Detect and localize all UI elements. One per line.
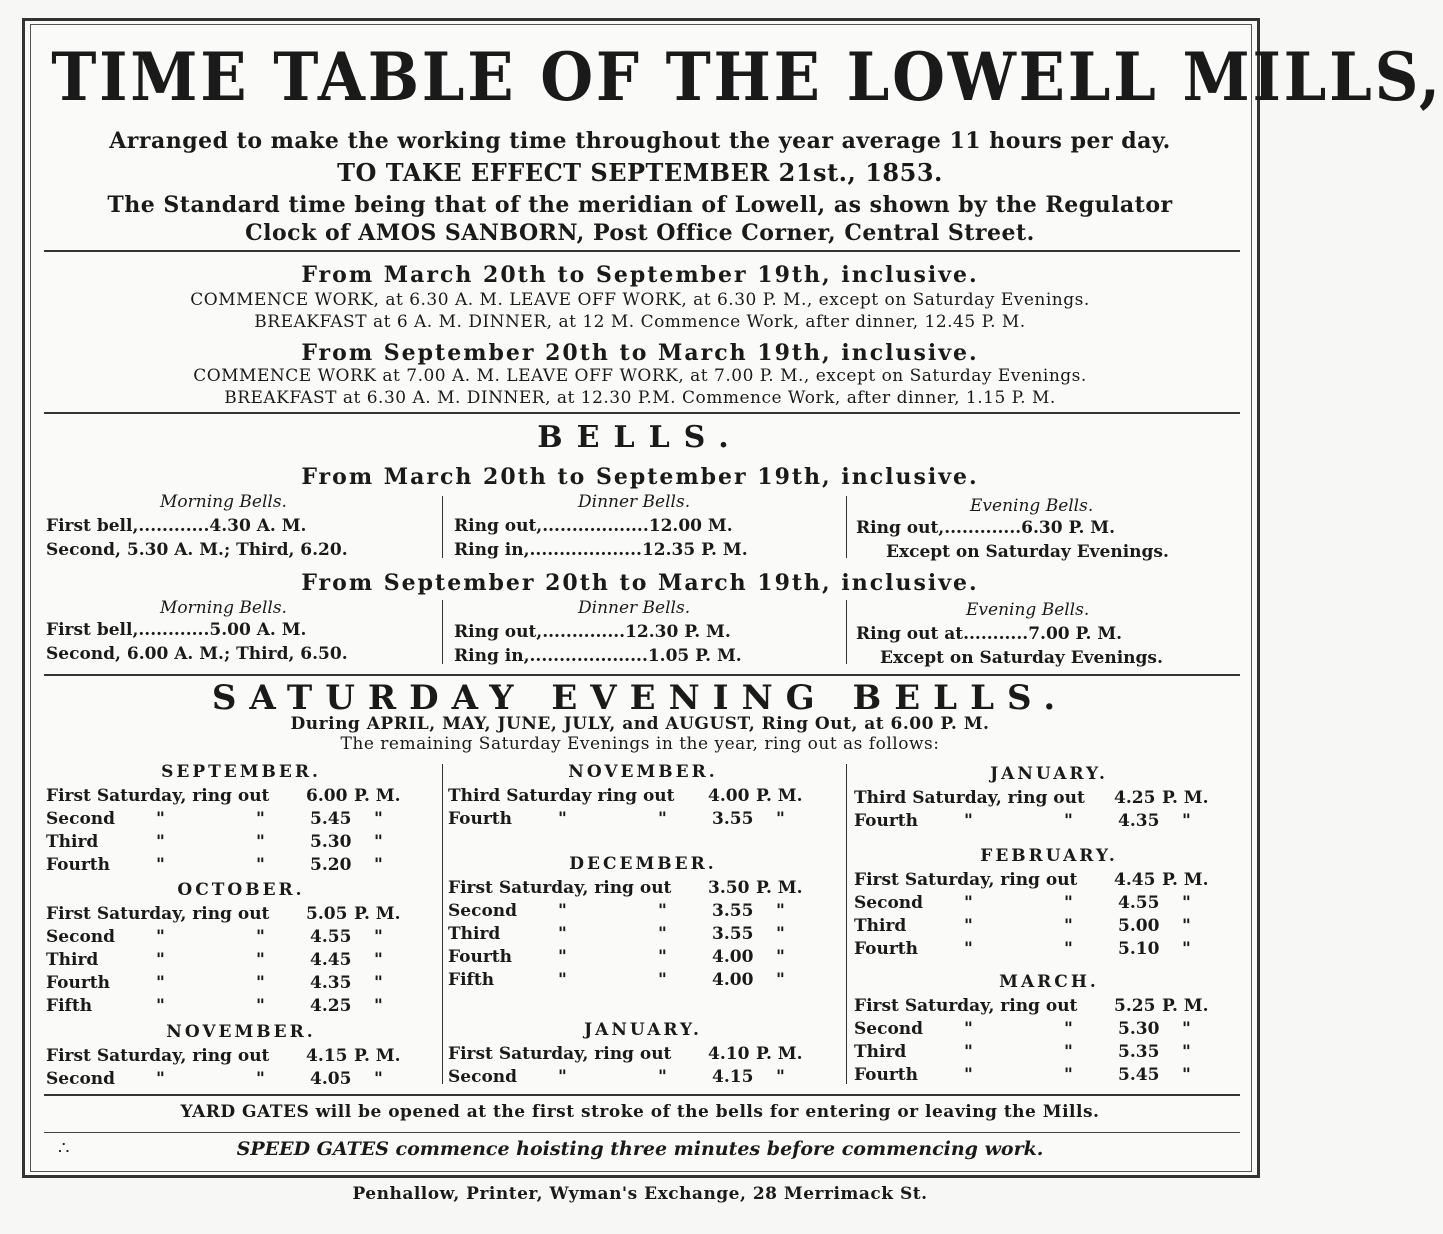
saturday-row-label: Third — [854, 916, 907, 936]
saturday-row-time: 4.10 — [708, 1044, 750, 1064]
saturday-row-label: Second — [46, 809, 116, 829]
winter-evening-head: Evening Bells. — [966, 600, 1090, 620]
saturday-row-unit: " — [1182, 939, 1191, 959]
winter-evening-2: Except on Saturday Evenings. — [880, 648, 1163, 668]
saturday-row-time: 3.50 — [708, 878, 750, 898]
work-winter-line1: COMMENCE WORK at 7.00 A. M. LEAVE OFF WORK, at 7.00 P. M., except on Saturday Evenings. — [193, 366, 1087, 386]
ditto-mark: " — [1064, 1019, 1073, 1039]
winter-evening-1: Ring out at...........7.00 P. M. — [856, 624, 1123, 644]
ditto-mark: " — [256, 809, 265, 829]
saturday-row-label: First Saturday, ring out — [46, 1046, 270, 1066]
month-heading: JANUARY. — [990, 764, 1108, 784]
ditto-mark: " — [558, 1067, 567, 1087]
saturday-row-unit: " — [776, 809, 785, 829]
winter-dinner-2: Ring in,....................1.05 P. M. — [454, 646, 742, 666]
saturday-row-unit: P. M. — [756, 786, 803, 806]
month-heading: NOVEMBER. — [568, 762, 718, 782]
saturday-row-unit: " — [1182, 1042, 1191, 1062]
ditto-mark: " — [964, 1019, 973, 1039]
summer-evening-head: Evening Bells. — [970, 496, 1094, 516]
column-divider — [846, 764, 847, 1084]
ditto-mark: " — [256, 973, 265, 993]
saturday-row-time: 5.20 — [310, 855, 352, 875]
summer-morning-head: Morning Bells. — [160, 492, 287, 512]
saturday-row-label: Third — [46, 950, 99, 970]
ditto-mark: " — [658, 901, 667, 921]
saturday-row-label: Fourth — [448, 809, 513, 829]
saturday-row-unit: " — [776, 970, 785, 990]
ditto-mark: " — [1064, 893, 1073, 913]
ditto-mark: " — [558, 924, 567, 944]
saturday-row-label: Fourth — [448, 947, 513, 967]
column-divider — [846, 496, 847, 558]
page-title: TIME TABLE OF THE LOWELL MILLS, — [51, 38, 1443, 116]
saturday-row-label: First Saturday, ring out — [46, 904, 270, 924]
saturday-row-time: 4.15 — [306, 1046, 348, 1066]
saturday-row-label: Second — [448, 901, 518, 921]
saturday-heading: SATURDAY EVENING BELLS. — [211, 678, 1069, 718]
subtitle-clock: Clock of AMOS SANBORN, Post Office Corner, Central Street. — [245, 220, 1035, 246]
ditto-mark: " — [1064, 939, 1073, 959]
ditto-mark: " — [658, 809, 667, 829]
saturday-row-label: Third Saturday, ring out — [854, 788, 1085, 808]
saturday-row-unit: P. M. — [354, 904, 401, 924]
saturday-row-time: 5.10 — [1118, 939, 1160, 959]
saturday-row-time: 4.25 — [310, 996, 352, 1016]
saturday-row-time: 6.00 — [306, 786, 348, 806]
divider — [44, 674, 1240, 676]
saturday-row-label: Second — [448, 1067, 518, 1087]
saturday-row-unit: " — [374, 927, 383, 947]
saturday-row-time: 5.25 — [1114, 996, 1156, 1016]
ditto-mark: " — [256, 855, 265, 875]
saturday-row-label: Third Saturday ring out — [448, 786, 675, 806]
saturday-row-time: 4.00 — [708, 786, 750, 806]
saturday-row-label: Fourth — [854, 811, 919, 831]
bells-heading: BELLS. — [537, 420, 743, 455]
summer-evening-2: Except on Saturday Evenings. — [886, 542, 1169, 562]
saturday-line1: During APRIL, MAY, JUNE, JULY, and AUGUST, Ring Out, at 6.00 P. M. — [290, 714, 990, 734]
subtitle-average: Arranged to make the working time throughout the year average 11 hours per day. — [109, 128, 1171, 154]
ditto-mark: " — [156, 1069, 165, 1089]
saturday-row-unit: " — [374, 1069, 383, 1089]
saturday-row-unit: " — [374, 855, 383, 875]
work-summer-header: From March 20th to September 19th, inclusive. — [301, 262, 979, 288]
ditto-mark: " — [256, 927, 265, 947]
saturday-row-time: 5.30 — [1118, 1019, 1160, 1039]
saturday-row-label: Third — [448, 924, 501, 944]
yard-gates-notice: YARD GATES will be opened at the first stroke of the bells for entering or leaving the Mills. — [180, 1102, 1100, 1122]
saturday-row-unit: " — [776, 924, 785, 944]
saturday-row-time: 4.00 — [712, 970, 754, 990]
work-winter-line2: BREAKFAST at 6.30 A. M. DINNER, at 12.30 P.M. Commence Work, after dinner, 1.15 P. M. — [224, 388, 1056, 408]
column-divider — [846, 600, 847, 664]
saturday-row-time: 4.25 — [1114, 788, 1156, 808]
saturday-row-label: First Saturday, ring out — [46, 786, 270, 806]
saturday-row-time: 3.55 — [712, 809, 754, 829]
summer-dinner-2: Ring in,...................12.35 P. M. — [454, 540, 748, 560]
saturday-row-label: Second — [46, 927, 116, 947]
ditto-mark: " — [964, 1065, 973, 1085]
ditto-mark: " — [256, 950, 265, 970]
ditto-mark: " — [1064, 811, 1073, 831]
divider — [44, 250, 1240, 252]
month-heading: OCTOBER. — [177, 880, 305, 900]
ditto-mark: " — [964, 1042, 973, 1062]
saturday-row-label: First Saturday, ring out — [448, 878, 672, 898]
ornament-dots-icon: ∴ — [58, 1138, 70, 1159]
saturday-row-unit: P. M. — [1162, 996, 1209, 1016]
saturday-row-label: Fifth — [46, 996, 93, 1016]
divider — [44, 1094, 1240, 1096]
summer-evening-1: Ring out,.............6.30 P. M. — [856, 518, 1116, 538]
ditto-mark: " — [658, 924, 667, 944]
work-winter-header: From September 20th to March 19th, inclusive. — [301, 340, 979, 366]
month-heading: JANUARY. — [584, 1020, 702, 1040]
month-heading: NOVEMBER. — [166, 1022, 316, 1042]
saturday-row-time: 4.35 — [1118, 811, 1160, 831]
month-heading: MARCH. — [999, 972, 1099, 992]
saturday-row-time: 3.55 — [712, 901, 754, 921]
saturday-row-label: Second — [46, 1069, 116, 1089]
ditto-mark: " — [256, 996, 265, 1016]
month-heading: SEPTEMBER. — [161, 762, 321, 782]
ditto-mark: " — [964, 939, 973, 959]
subtitle-effect-date: TO TAKE EFFECT SEPTEMBER 21st., 1853. — [337, 158, 943, 187]
saturday-row-time: 4.55 — [1118, 893, 1160, 913]
saturday-row-unit: P. M. — [1162, 870, 1209, 890]
saturday-row-label: First Saturday, ring out — [854, 996, 1078, 1016]
ditto-mark: " — [1064, 916, 1073, 936]
saturday-row-time: 5.05 — [306, 904, 348, 924]
ditto-mark: " — [964, 893, 973, 913]
saturday-row-time: 4.55 — [310, 927, 352, 947]
work-summer-line1: COMMENCE WORK, at 6.30 A. M. LEAVE OFF WORK, at 6.30 P. M., except on Saturday Evenings. — [190, 290, 1090, 310]
saturday-row-label: Fourth — [854, 1065, 919, 1085]
saturday-row-unit: " — [374, 809, 383, 829]
saturday-row-time: 5.45 — [310, 809, 352, 829]
saturday-row-time: 3.55 — [712, 924, 754, 944]
saturday-row-unit: " — [374, 832, 383, 852]
divider — [44, 1132, 1240, 1133]
ditto-mark: " — [964, 811, 973, 831]
winter-morning-1: First bell,............5.00 A. M. — [46, 620, 307, 640]
ditto-mark: " — [156, 996, 165, 1016]
saturday-row-unit: " — [776, 1067, 785, 1087]
ditto-mark: " — [156, 973, 165, 993]
ditto-mark: " — [156, 950, 165, 970]
saturday-row-label: Second — [854, 1019, 924, 1039]
saturday-row-unit: " — [374, 973, 383, 993]
saturday-row-unit: P. M. — [756, 1044, 803, 1064]
saturday-row-unit: " — [776, 901, 785, 921]
saturday-row-label: Fourth — [46, 855, 111, 875]
column-divider — [442, 496, 443, 558]
saturday-row-time: 5.35 — [1118, 1042, 1160, 1062]
bells-summer-header: From March 20th to September 19th, inclusive. — [301, 464, 979, 490]
saturday-row-time: 5.45 — [1118, 1065, 1160, 1085]
ditto-mark: " — [156, 855, 165, 875]
saturday-row-unit: P. M. — [354, 786, 401, 806]
ditto-mark: " — [256, 832, 265, 852]
saturday-row-unit: " — [374, 996, 383, 1016]
summer-dinner-1: Ring out,..................12.00 M. — [454, 516, 733, 536]
ditto-mark: " — [156, 809, 165, 829]
saturday-row-unit: " — [1182, 1019, 1191, 1039]
ditto-mark: " — [658, 1067, 667, 1087]
saturday-row-time: 4.05 — [310, 1069, 352, 1089]
saturday-row-time: 4.15 — [712, 1067, 754, 1087]
saturday-row-unit: " — [1182, 811, 1191, 831]
ditto-mark: " — [1064, 1065, 1073, 1085]
ditto-mark: " — [558, 947, 567, 967]
saturday-row-label: Fourth — [46, 973, 111, 993]
saturday-row-unit: P. M. — [354, 1046, 401, 1066]
speed-gates-notice: SPEED GATES commence hoisting three minutes before commencing work. — [236, 1138, 1044, 1160]
ditto-mark: " — [558, 901, 567, 921]
saturday-row-label: First Saturday, ring out — [854, 870, 1078, 890]
ditto-mark: " — [1064, 1042, 1073, 1062]
ditto-mark: " — [558, 970, 567, 990]
month-heading: DECEMBER. — [569, 854, 717, 874]
saturday-row-unit: " — [1182, 1065, 1191, 1085]
saturday-row-unit: P. M. — [756, 878, 803, 898]
saturday-row-time: 5.30 — [310, 832, 352, 852]
printer-credit: Penhallow, Printer, Wyman's Exchange, 28 Merrimack St. — [352, 1184, 928, 1204]
winter-morning-head: Morning Bells. — [160, 598, 287, 618]
winter-morning-2: Second, 6.00 A. M.; Third, 6.50. — [46, 644, 348, 664]
saturday-row-unit: " — [374, 950, 383, 970]
winter-dinner-1: Ring out,..............12.30 P. M. — [454, 622, 731, 642]
ditto-mark: " — [658, 947, 667, 967]
saturday-row-unit: " — [1182, 893, 1191, 913]
saturday-row-time: 4.00 — [712, 947, 754, 967]
column-divider — [442, 764, 443, 1084]
saturday-row-time: 4.35 — [310, 973, 352, 993]
saturday-row-unit: " — [776, 947, 785, 967]
summer-morning-1: First bell,............4.30 A. M. — [46, 516, 307, 536]
work-summer-line2: BREAKFAST at 6 A. M. DINNER, at 12 M. Commence Work, after dinner, 12.45 P. M. — [254, 312, 1026, 332]
saturday-row-label: Fifth — [448, 970, 495, 990]
saturday-row-label: Third — [854, 1042, 907, 1062]
saturday-row-time: 5.00 — [1118, 916, 1160, 936]
subtitle-standard-time: The Standard time being that of the meridian of Lowell, as shown by the Regulator — [107, 192, 1173, 218]
saturday-row-time: 4.45 — [310, 950, 352, 970]
summer-dinner-head: Dinner Bells. — [578, 492, 691, 512]
saturday-row-unit: P. M. — [1162, 788, 1209, 808]
column-divider — [442, 600, 443, 664]
ditto-mark: " — [658, 970, 667, 990]
ditto-mark: " — [156, 832, 165, 852]
saturday-row-unit: " — [1182, 916, 1191, 936]
month-heading: FEBRUARY. — [980, 846, 1118, 866]
saturday-row-label: Fourth — [854, 939, 919, 959]
ditto-mark: " — [256, 1069, 265, 1089]
saturday-row-time: 4.45 — [1114, 870, 1156, 890]
saturday-row-label: Second — [854, 893, 924, 913]
divider — [44, 412, 1240, 414]
saturday-row-label: First Saturday, ring out — [448, 1044, 672, 1064]
ditto-mark: " — [558, 809, 567, 829]
ditto-mark: " — [156, 927, 165, 947]
summer-morning-2: Second, 5.30 A. M.; Third, 6.20. — [46, 540, 348, 560]
winter-dinner-head: Dinner Bells. — [578, 598, 691, 618]
ditto-mark: " — [964, 916, 973, 936]
bells-winter-header: From September 20th to March 19th, inclusive. — [301, 570, 979, 596]
saturday-line2: The remaining Saturday Evenings in the year, ring out as follows: — [340, 734, 940, 754]
saturday-row-label: Third — [46, 832, 99, 852]
